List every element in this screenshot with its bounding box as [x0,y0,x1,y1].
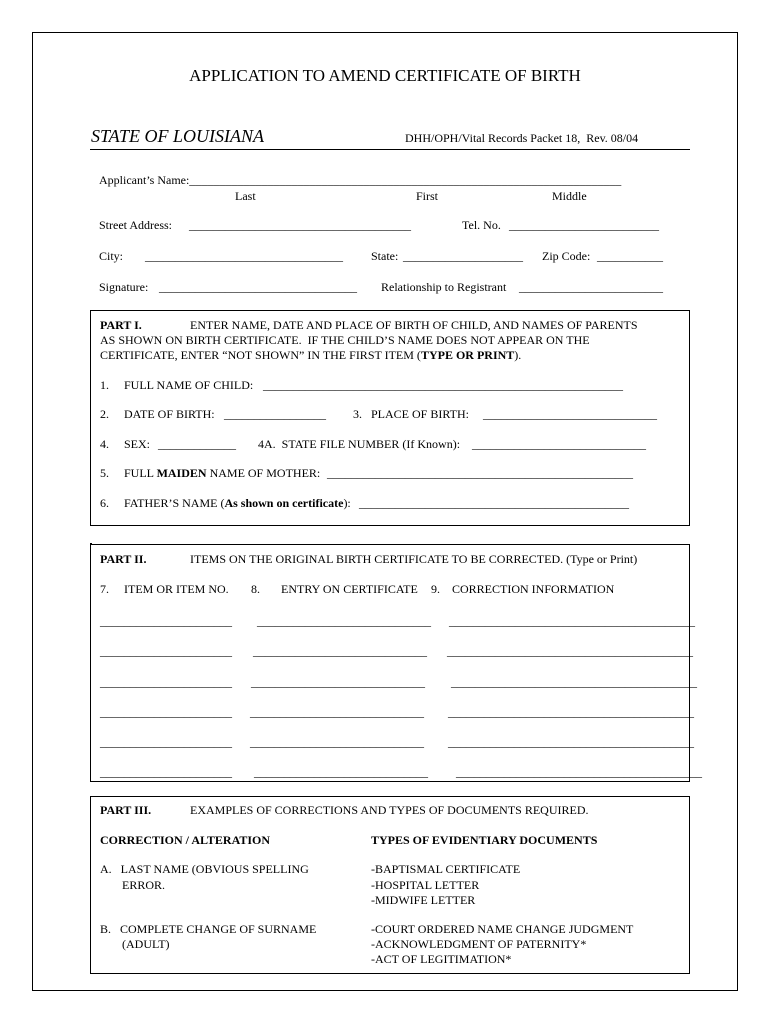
sex-label: 4. SEX: [100,437,151,451]
part1-heading: PART I. [100,318,142,332]
correction-information-field[interactable]: _________________________________________ [448,735,694,749]
example-b-document: -COURT ORDERED NAME CHANGE JUDGMENT [371,922,634,936]
form-title: APPLICATION TO AMEND CERTIFICATE OF BIRTH [189,66,581,85]
entry-on-certificate-field[interactable]: _____________________________ [250,705,424,719]
date-of-birth-label: 2. DATE OF BIRTH: [100,407,215,421]
item-number-field[interactable]: ______________________ [100,705,232,719]
part2-instruction: ITEMS ON THE ORIGINAL BIRTH CERTIFICATE TO BE CORRECTED. (Type or Print) [190,552,638,566]
entry-on-certificate-field[interactable]: _____________________________ [257,614,431,628]
correction-information-field[interactable]: _________________________________________ [449,614,695,628]
street-address-label: Street Address: [99,218,172,232]
part2-heading: PART II. [100,552,147,566]
child-name-label: 1. FULL NAME OF CHILD: [100,378,254,392]
city-label: City: [99,249,124,263]
mother-maiden-name-label: 5. FULL MAIDEN NAME OF MOTHER: [100,466,321,480]
item-number-field[interactable]: ______________________ [100,765,232,779]
zip-field[interactable]: ___________ [597,249,663,263]
tel-label: Tel. No. [462,218,501,232]
father-name-field[interactable]: _____________________________________________ [359,496,629,510]
last-name-caption: Last [235,189,256,203]
correction-information-field[interactable]: _________________________________________ [451,675,697,689]
relationship-field[interactable]: ________________________ [519,280,663,294]
sex-field[interactable]: _____________ [158,437,236,451]
mother-maiden-name-field[interactable]: ___________________________________________________ [327,466,633,480]
item-number-field[interactable]: ______________________ [100,735,232,749]
child-name-field[interactable]: ____________________________________________________________ [263,378,623,392]
documents-column-header: TYPES OF EVIDENTIARY DOCUMENTS [371,833,598,847]
item-number-field[interactable]: ______________________ [100,614,232,628]
packet-revision: DHH/OPH/Vital Records Packet 18, Rev. 08/04 [405,131,639,145]
entry-on-certificate-field[interactable]: _____________________________ [250,735,424,749]
entry-on-certificate-column-header: 8. ENTRY ON CERTIFICATE [251,582,418,596]
example-a-document: -HOSPITAL LETTER [371,878,480,892]
first-name-caption: First [416,189,439,203]
example-a-document: -BAPTISMAL CERTIFICATE [371,862,521,876]
entry-on-certificate-field[interactable]: _____________________________ [251,675,425,689]
state-file-number-label: 4A. STATE FILE NUMBER (If Known): [258,437,461,451]
example-b-document: -ACT OF LEGITIMATION* [371,952,512,966]
item-number-field[interactable]: ______________________ [100,644,232,658]
father-name-label: 6. FATHER’S NAME (As shown on certificate): [100,496,351,510]
state-file-number-field[interactable]: _____________________________ [472,437,646,451]
state-label: State: [371,249,399,263]
header-divider [90,149,690,150]
city-field[interactable]: _________________________________ [145,249,343,263]
place-of-birth-field[interactable]: _____________________________ [483,407,657,421]
item-number-field[interactable]: ______________________ [100,675,232,689]
state-heading: STATE OF LOUISIANA [91,126,264,146]
zip-label: Zip Code: [542,249,591,263]
example-b-line1: B. COMPLETE CHANGE OF SURNAME [100,922,317,936]
relationship-label: Relationship to Registrant [381,280,507,294]
part3-heading: PART III. [100,803,152,817]
correction-information-column-header: 9. CORRECTION INFORMATION [431,582,615,596]
example-b-line2: (ADULT) [122,937,170,951]
part1-instruction-line1: ENTER NAME, DATE AND PLACE OF BIRTH OF CHILD, AND NAMES OF PARENTS [190,318,638,332]
part3-instruction: EXAMPLES OF CORRECTIONS AND TYPES OF DOCUMENTS REQUIRED. [190,803,589,817]
correction-information-field[interactable]: _________________________________________ [456,765,702,779]
example-a-line1: A. LAST NAME (OBVIOUS SPELLING [100,862,309,876]
correction-column-header: CORRECTION / ALTERATION [100,833,271,847]
street-address-field[interactable]: _____________________________________ [189,218,411,232]
entry-on-certificate-field[interactable]: _____________________________ [254,765,428,779]
example-a-document: -MIDWIFE LETTER [371,893,476,907]
middle-name-caption: Middle [552,189,587,203]
tel-field[interactable]: _________________________ [509,218,659,232]
item-number-column-header: 7. ITEM OR ITEM NO. [100,582,229,596]
state-field[interactable]: ____________________ [403,249,523,263]
signature-label: Signature: [99,280,149,294]
signature-field[interactable]: _________________________________ [159,280,357,294]
correction-information-field[interactable]: _________________________________________ [448,705,694,719]
part1-instruction-line2: AS SHOWN ON BIRTH CERTIFICATE. IF THE CHILD’S NAME DOES NOT APPEAR ON THE [100,333,590,347]
part1-instruction-line3: CERTIFICATE, ENTER “NOT SHOWN” IN THE FIRST ITEM (TYPE OR PRINT). [100,348,522,362]
example-a-line2: ERROR. [122,878,166,892]
correction-information-field[interactable]: _________________________________________ [447,644,693,658]
example-b-document: -ACKNOWLEDGMENT OF PATERNITY* [371,937,587,951]
entry-on-certificate-field[interactable]: _____________________________ [253,644,427,658]
date-of-birth-field[interactable]: _________________ [224,407,326,421]
place-of-birth-label: 3. PLACE OF BIRTH: [353,407,469,421]
applicant-name-field[interactable]: Applicant’s Name:________________________________________________________________________ [99,173,622,187]
